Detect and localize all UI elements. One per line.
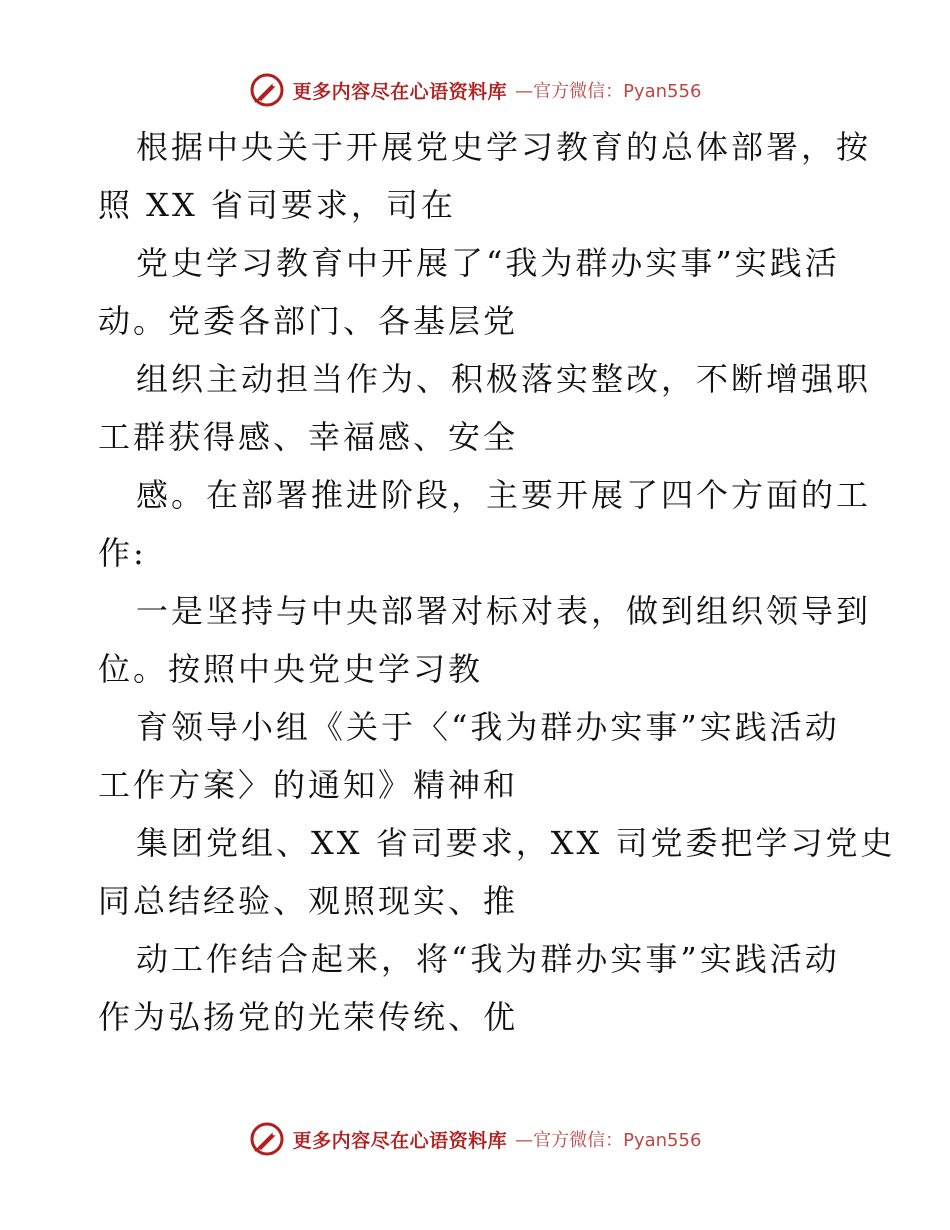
header-site-text: 更多内容尽在心语资料库	[292, 80, 508, 103]
header-contact-text: —官方微信：Pyan556	[515, 81, 702, 102]
body-line: 作:	[98, 534, 147, 572]
footer-site-text: 更多内容尽在心语资料库	[292, 1129, 508, 1152]
body-line: 感。在部署推进阶段，主要开展了四个方面的工	[136, 476, 872, 514]
body-line: 照 XX 省司要求，司在	[98, 186, 456, 224]
footer-watermark	[0, 1117, 950, 1161]
document-body	[98, 118, 896, 1046]
body-line: 根据中央关于开展党史学习教育的总体部署，按	[136, 128, 872, 166]
body-line: 党史学习教育中开展了“我为群办实事”实践活	[136, 244, 840, 282]
body-line: 组织主动担当作为、积极落实整改，不断增强职	[136, 360, 872, 398]
body-line: 育领导小组《关于〈“我为群办实事”实践活动	[136, 708, 840, 746]
body-line: 工群获得感、幸福感、安全	[98, 418, 519, 456]
body-line: 作为弘扬党的光荣传统、优	[98, 998, 519, 1036]
body-line: 集团党组、XX 省司要求，XX 司党委把学习党史	[136, 824, 896, 862]
body-line: 同总结经验、观照现实、推	[98, 882, 519, 920]
body-line: 一是坚持与中央部署对标对表，做到组织领导到	[136, 592, 872, 630]
header-watermark	[0, 68, 950, 112]
body-line: 动工作结合起来，将“我为群办实事”实践活动	[136, 940, 840, 978]
pen-nib-logo-icon	[249, 72, 285, 108]
body-line: 位。按照中央党史学习教	[98, 650, 484, 688]
footer-contact-text: —官方微信：Pyan556	[515, 1130, 702, 1151]
body-line: 动。党委各部门、各基层党	[98, 302, 519, 340]
body-line: 工作方案〉的通知》精神和	[98, 766, 519, 804]
pen-nib-logo-icon	[249, 1121, 285, 1157]
